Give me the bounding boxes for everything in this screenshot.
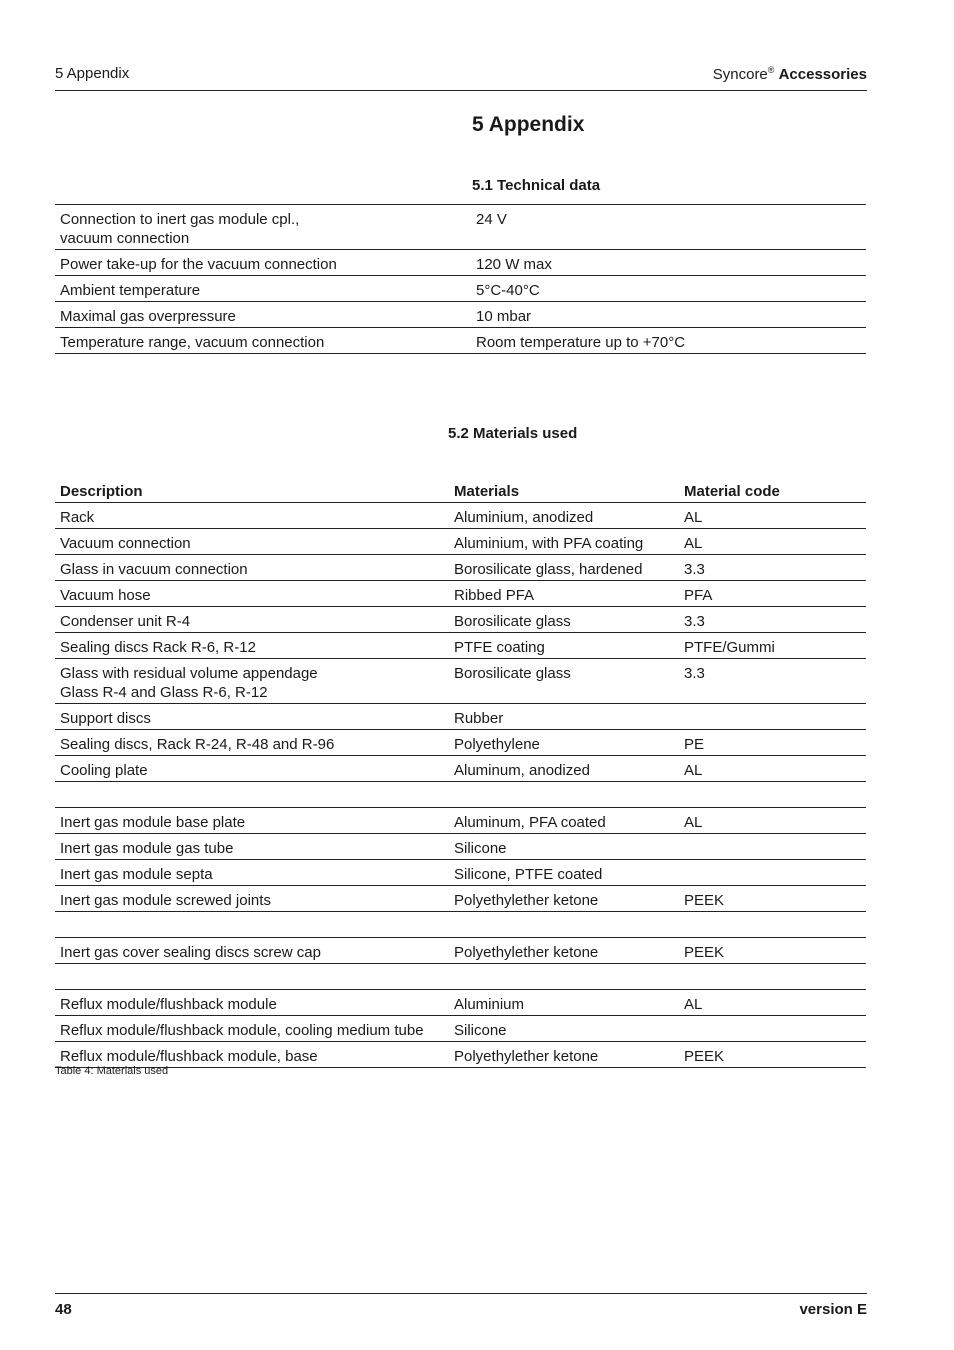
cell-description: Rack — [60, 509, 95, 526]
cell-material-code: AL — [684, 996, 703, 1013]
cell-material — [449, 964, 679, 990]
tech-row — [55, 328, 866, 354]
cell-description: Reflux module/flushback module, base — [60, 1048, 318, 1065]
spacer-row — [55, 782, 866, 808]
tech-value: 120 W max — [476, 256, 552, 273]
cell-material-code: 3.3 — [684, 613, 705, 630]
cell-material: Ribbed PFA — [454, 587, 535, 604]
table-row — [55, 555, 866, 581]
cell-description: Inert gas cover sealing discs screw cap — [60, 944, 321, 961]
cell-material-code — [679, 782, 866, 808]
spacer-row — [55, 912, 866, 938]
cell-description: Reflux module/flushback module — [60, 996, 277, 1013]
column-header-material-code: Material code — [684, 483, 780, 500]
cell-material-code — [679, 912, 866, 938]
tech-parameter: Maximal gas overpressure — [60, 308, 236, 325]
cell-description: Inert gas module screwed joints — [60, 892, 271, 909]
tech-row — [55, 250, 866, 276]
table-row — [55, 860, 866, 886]
brand-name: Syncore — [712, 66, 768, 83]
tech-row — [55, 276, 866, 302]
cell-description: Vacuum connection — [60, 535, 191, 552]
cell-material-code: PFA — [684, 587, 713, 604]
tech-value: Room temperature up to +70°C — [476, 334, 686, 351]
table-row — [55, 756, 866, 782]
cell-material-code: PEEK — [684, 1048, 725, 1065]
tech-row — [55, 302, 866, 328]
footer-rule — [55, 1293, 867, 1294]
table-row — [55, 990, 866, 1016]
cell-material-code — [679, 1016, 866, 1042]
tech-parameter: Connection to inert gas module cpl., vacuum connection — [60, 211, 300, 247]
spacer-row — [55, 964, 866, 990]
cell-material: Aluminum, PFA coated — [454, 814, 606, 831]
cell-material: Polyethylene — [454, 736, 540, 753]
cell-material: Polyethylether ketone — [454, 1048, 599, 1065]
running-header-section: 5 Appendix — [55, 65, 130, 82]
table-row — [55, 938, 866, 964]
cell-material-code — [679, 704, 866, 730]
cell-material-code: PTFE/Gummi — [684, 639, 775, 656]
cell-material: Aluminum, anodized — [454, 762, 590, 779]
chapter-title: 5 Appendix — [472, 113, 585, 136]
cell-material: Borosilicate glass — [454, 665, 571, 682]
cell-material-code: AL — [684, 509, 703, 526]
cell-material: Silicone, PTFE coated — [454, 866, 603, 883]
cell-description: Cooling plate — [60, 762, 148, 779]
cell-material: Rubber — [454, 710, 504, 727]
cell-description — [55, 782, 449, 808]
table-row — [55, 704, 866, 730]
cell-material: Aluminium, with PFA coating — [454, 535, 644, 552]
cell-material-code — [679, 964, 866, 990]
cell-description: Sealing discs, Rack R-24, R-48 and R-96 — [60, 736, 335, 753]
materials-heading: 5.2 Materials used — [448, 425, 578, 442]
cell-material — [449, 782, 679, 808]
cell-material-code: AL — [684, 814, 703, 831]
table-caption: Table 4: Materials used — [55, 1065, 169, 1077]
cell-description: Condenser unit R-4 — [60, 613, 191, 630]
cell-material: Borosilicate glass, hardened — [454, 561, 643, 578]
cell-description: Support discs — [60, 710, 151, 727]
cell-description: Inert gas module septa — [60, 866, 213, 883]
table-row — [55, 886, 866, 912]
version-label: version E — [799, 1301, 867, 1318]
table-row — [55, 633, 866, 659]
cell-description — [55, 964, 449, 990]
cell-material-code: 3.3 — [684, 665, 705, 682]
cell-material: Aluminium — [454, 996, 525, 1013]
cell-material: Silicone — [454, 1022, 507, 1039]
cell-material: Aluminium, anodized — [454, 509, 594, 526]
cell-description: Inert gas module gas tube — [60, 840, 234, 857]
table-row — [55, 529, 866, 555]
tech-value: 10 mbar — [476, 308, 532, 325]
column-header-materials: Materials — [454, 483, 520, 500]
cell-material-code: AL — [684, 535, 703, 552]
table-row — [55, 503, 866, 529]
tech-parameter: Temperature range, vacuum connection — [60, 334, 325, 351]
cell-material-code: PEEK — [684, 892, 725, 909]
column-header-description: Description — [60, 483, 143, 500]
cell-description: Glass in vacuum connection — [60, 561, 248, 578]
header-rule — [55, 90, 867, 91]
cell-description: Sealing discs Rack R-6, R-12 — [60, 639, 256, 656]
tech-value: 5°C-40°C — [476, 282, 540, 299]
cell-material: Silicone — [454, 840, 507, 857]
cell-material: Polyethylether ketone — [454, 892, 599, 909]
registered-mark: ® — [767, 65, 775, 75]
table-row — [55, 581, 866, 607]
cell-description: Inert gas module base plate — [60, 814, 246, 831]
technical-data-heading: 5.1 Technical data — [472, 177, 601, 194]
cell-material-code — [679, 834, 866, 860]
table-row — [55, 1042, 866, 1068]
cell-material-code: PE — [684, 736, 705, 753]
cell-material-code: PEEK — [684, 944, 725, 961]
materials-header-row — [55, 482, 866, 503]
table-row — [55, 808, 866, 834]
cell-material — [449, 912, 679, 938]
table-row — [55, 834, 866, 860]
cell-material: Borosilicate glass — [454, 613, 571, 630]
cell-material-code — [679, 860, 866, 886]
table-row — [55, 607, 866, 633]
tech-value: 24 V — [476, 211, 507, 228]
cell-description: Reflux module/flushback module, cooling medium tube — [60, 1022, 424, 1039]
cell-material: PTFE coating — [454, 639, 545, 656]
technical-data-table — [55, 204, 866, 354]
cell-material-code: AL — [684, 762, 703, 779]
table-row — [55, 659, 866, 704]
cell-material: Polyethylether ketone — [454, 944, 599, 961]
cell-material-code: 3.3 — [684, 561, 705, 578]
cell-description: Vacuum hose — [60, 587, 151, 604]
table-row — [55, 1016, 866, 1042]
materials-table — [55, 482, 866, 1068]
page-number: 48 — [55, 1301, 72, 1318]
cell-description: Glass with residual volume appendage Glass R-4 and Glass R-6, R-12 — [60, 665, 318, 701]
tech-row — [55, 205, 866, 250]
product-name: Accessories — [778, 66, 867, 83]
tech-parameter: Power take-up for the vacuum connection — [60, 256, 337, 273]
running-header-product — [713, 65, 867, 83]
cell-description — [55, 912, 449, 938]
table-row — [55, 730, 866, 756]
tech-parameter: Ambient temperature — [60, 282, 201, 299]
